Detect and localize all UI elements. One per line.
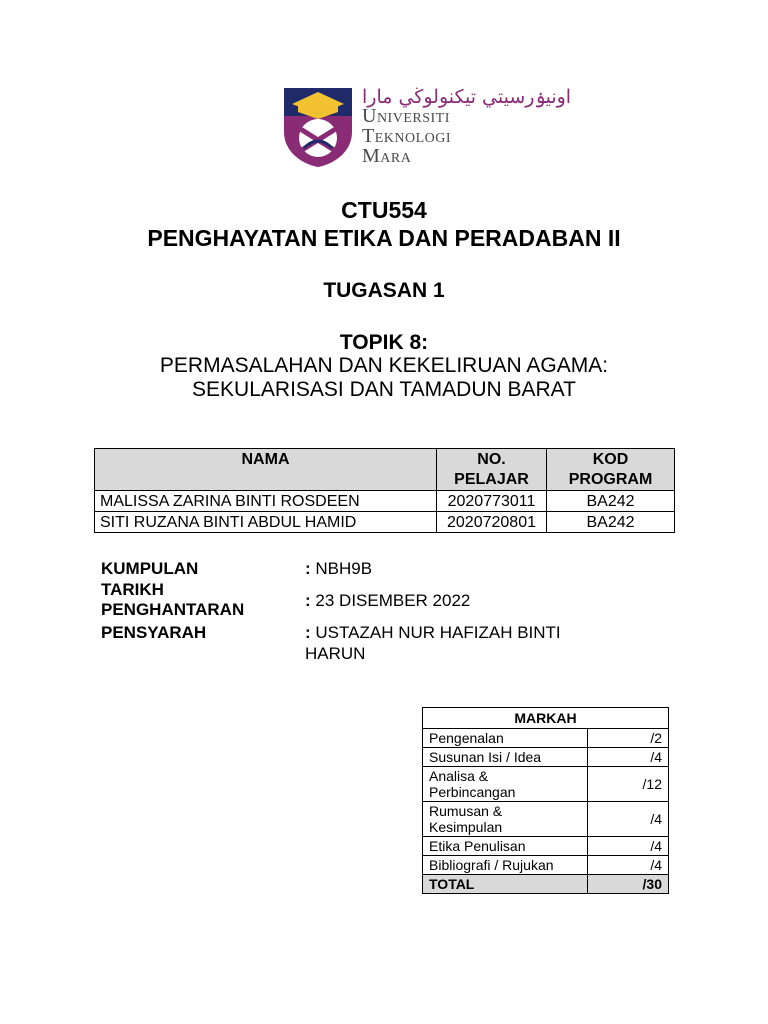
pensyarah-value-1: : USTAZAH NUR HAFIZAH BINTI [305, 623, 561, 642]
header-kod-program: KOD PROGRAM [547, 449, 675, 491]
table-row [95, 491, 675, 512]
pensyarah-label: PENSYARAH [101, 623, 207, 642]
student-name: SITI RUZANA BINTI ABDUL HAMID [95, 512, 437, 533]
student-id: 2020773011 [437, 491, 547, 512]
mark-label: Rumusan & Kesimpulan [423, 802, 588, 837]
table-row [423, 802, 669, 837]
student-name: MALISSA ZARINA BINTI ROSDEEN [95, 491, 437, 512]
mark-label: Susunan Isi / Idea [423, 748, 588, 767]
logo-line-teknologi: Teknologi [362, 125, 452, 147]
table-row [423, 856, 669, 875]
topic-line-2: SEKULARISASI DAN TAMADUN BARAT [192, 378, 576, 401]
student-program: BA242 [547, 512, 675, 533]
total-row [423, 875, 669, 894]
student-table [94, 448, 675, 533]
course-title: PENGHAYATAN ETIKA DAN PERADABAN II [147, 225, 621, 251]
table-row [95, 512, 675, 533]
topic-label: TOPIK 8: [339, 331, 429, 354]
table-row [423, 729, 669, 748]
pensyarah-value-2: HARUN [305, 644, 366, 663]
table-row [423, 837, 669, 856]
mark-value: /4 [588, 802, 669, 837]
uitm-logo [282, 86, 572, 168]
student-id: 2020720801 [437, 512, 547, 533]
total-label: TOTAL [423, 875, 588, 894]
mark-label: Bibliografi / Rujukan [423, 856, 588, 875]
mark-value: /4 [588, 837, 669, 856]
tarikh-label-1: TARIKH [101, 580, 164, 599]
student-table-header [95, 449, 675, 491]
header-nama: NAMA [95, 449, 437, 491]
mark-value: /4 [588, 748, 669, 767]
mark-label: Etika Penulisan [423, 837, 588, 856]
assignment-title: TUGASAN 1 [323, 279, 445, 302]
marks-table [422, 707, 669, 894]
logo-line-universiti: Universiti [362, 105, 450, 127]
course-code: CTU554 [341, 197, 427, 223]
table-row [423, 767, 669, 802]
mark-label: Analisa & Perbincangan [423, 767, 588, 802]
logo-line-mara: Mara [362, 145, 412, 167]
student-program: BA242 [547, 491, 675, 512]
header-no-pelajar: NO. PELAJAR [437, 449, 547, 491]
mark-value: /12 [588, 767, 669, 802]
table-row [423, 748, 669, 767]
kumpulan-label: KUMPULAN [101, 559, 199, 578]
marks-title: MARKAH [423, 708, 669, 729]
total-value: /30 [588, 875, 669, 894]
kumpulan-value: : NBH9B [305, 559, 373, 578]
uitm-crest-icon [282, 86, 354, 168]
tarikh-value: : 23 DISEMBER 2022 [305, 591, 471, 610]
mark-label: Pengenalan [423, 729, 588, 748]
tarikh-label-2: PENGHANTARAN [101, 600, 245, 619]
marks-header [423, 708, 669, 729]
mark-value: /4 [588, 856, 669, 875]
logo-jawi-text: اونيۏرسيتي تيكنولوڬي مارا [362, 86, 572, 108]
mark-value: /2 [588, 729, 669, 748]
topic-line-1: PERMASALAHAN DAN KEKELIRUAN AGAMA: [159, 354, 609, 377]
